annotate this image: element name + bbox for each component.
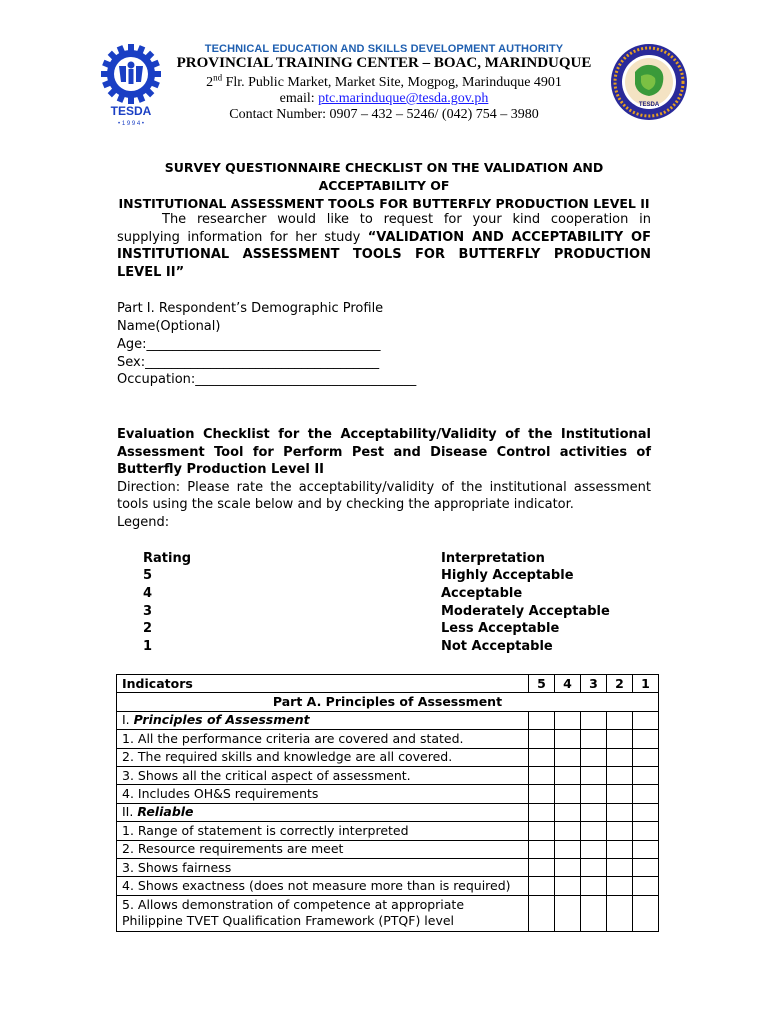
legend-interpretation: Moderately Acceptable	[441, 604, 610, 619]
rating-cell[interactable]	[555, 877, 581, 895]
rating-cell[interactable]	[607, 766, 633, 784]
indicator-text: 5. Allows demonstration of competence at appropriate Philippine TVET Qualification Framework (PTQF) level	[117, 895, 529, 931]
table-row	[117, 785, 659, 803]
rating-cell[interactable]	[633, 895, 659, 931]
legend-label: Legend:	[117, 515, 170, 530]
part-a-heading: Part A. Principles of Assessment	[117, 693, 659, 711]
email-line: email: ptc.marinduque@tesda.gov.ph	[279, 91, 489, 106]
svg-text:• 1 9 9 4 •: • 1 9 9 4 •	[118, 121, 144, 127]
rating-cell[interactable]	[607, 858, 633, 876]
legend-rating: 2	[143, 621, 153, 636]
scale-header: 1	[633, 675, 659, 693]
rating-cell[interactable]	[529, 748, 555, 766]
table-row	[117, 711, 659, 729]
scale-header: 3	[581, 675, 607, 693]
name-field: Name(Optional)	[117, 319, 221, 334]
evaluation-heading: Evaluation Checklist for the Acceptability/Validity of the Institutional Assessment Tool for Perform Pest and Disease Control activities of Butterfly Production Level II	[117, 427, 651, 478]
indicators-header: Indicators	[117, 675, 529, 693]
email-link[interactable]: ptc.marinduque@tesda.gov.ph	[318, 91, 489, 106]
occupation-field: Occupation:__________________________________	[117, 372, 417, 387]
rating-cell[interactable]	[633, 822, 659, 840]
rating-cell[interactable]	[555, 785, 581, 803]
rating-cell[interactable]	[529, 785, 555, 803]
rating-cell[interactable]	[581, 711, 607, 729]
rating-cell[interactable]	[555, 711, 581, 729]
rating-cell[interactable]	[529, 858, 555, 876]
table-row	[117, 822, 659, 840]
indicator-text: 1. Range of statement is correctly interpreted	[117, 822, 529, 840]
svg-text:TESDA: TESDA	[110, 104, 152, 118]
rating-cell[interactable]	[607, 877, 633, 895]
rating-cell[interactable]	[581, 858, 607, 876]
contact-number: Contact Number: 0907 – 432 – 5246/ (042) 754 – 3980	[229, 107, 539, 122]
profile-heading: Part I. Respondent’s Demographic Profile	[117, 301, 384, 316]
rating-cell[interactable]	[555, 803, 581, 821]
rating-cell[interactable]	[633, 748, 659, 766]
legend-rating: 1	[143, 639, 153, 654]
indicator-text: 4. Shows exactness (does not measure more than is required)	[117, 877, 529, 895]
rating-cell[interactable]	[633, 711, 659, 729]
indicator-text: 2. The required skills and knowledge are all covered.	[117, 748, 529, 766]
intro-paragraph: The researcher would like to request for your kind cooperation in supplying information for her study “VALIDATION AND ACCEPTABILITY OF INSTITUTIONAL ASSESSMENT TOOLS FOR BUTTERFLY PRODUCTION LEVEL II”	[117, 212, 651, 280]
table-row	[117, 693, 659, 711]
evaluation-section	[117, 426, 651, 514]
direction-text: Direction: Please rate the acceptability/validity of the institutional assessment tools using the scale below and by checking the appropriate indicator.	[117, 479, 651, 513]
rating-cell[interactable]	[633, 803, 659, 821]
rating-cell[interactable]	[633, 766, 659, 784]
rating-cell[interactable]	[581, 895, 607, 931]
sex-field: Sex:____________________________________	[117, 355, 380, 370]
ptc-seal-icon	[609, 42, 689, 122]
rating-cell[interactable]	[555, 895, 581, 931]
age-field: Age:____________________________________	[117, 337, 381, 352]
address: 2nd Flr. Public Market, Market Site, Mogpog, Marinduque 4901	[206, 72, 562, 90]
table-row	[117, 840, 659, 858]
rating-cell[interactable]	[555, 858, 581, 876]
rating-cell[interactable]	[529, 822, 555, 840]
legend-rating: 4	[143, 586, 153, 601]
section-heading: I. Principles of Assessment	[117, 711, 529, 729]
rating-cell[interactable]	[555, 840, 581, 858]
rating-cell[interactable]	[529, 895, 555, 931]
rating-cell[interactable]	[529, 730, 555, 748]
table-row	[117, 877, 659, 895]
rating-cell[interactable]	[529, 711, 555, 729]
rating-cell[interactable]	[633, 877, 659, 895]
rating-cell[interactable]	[607, 711, 633, 729]
table-header-row	[117, 675, 659, 693]
study-title: “VALIDATION AND ACCEPTABILITY OF INSTITUTIONAL ASSESSMENT TOOLS FOR BUTTERFLY PRODUCTION LEVEL II”	[117, 229, 651, 280]
rating-cell[interactable]	[633, 785, 659, 803]
rating-cell[interactable]	[555, 766, 581, 784]
rating-cell[interactable]	[529, 803, 555, 821]
table-row	[117, 748, 659, 766]
table-row	[117, 895, 659, 931]
rating-cell[interactable]	[581, 803, 607, 821]
rating-cell[interactable]	[581, 822, 607, 840]
scale-header: 2	[607, 675, 633, 693]
scale-header: 5	[529, 675, 555, 693]
legend-interpretation: Not Acceptable	[441, 639, 553, 654]
rating-cell[interactable]	[555, 730, 581, 748]
table-row	[117, 858, 659, 876]
rating-cell[interactable]	[581, 766, 607, 784]
scale-header: 4	[555, 675, 581, 693]
rating-cell[interactable]	[607, 785, 633, 803]
table-row	[117, 766, 659, 784]
rating-header: Rating	[143, 551, 192, 566]
legend-interpretation: Highly Acceptable	[441, 568, 574, 583]
rating-table	[116, 674, 659, 932]
rating-cell[interactable]	[529, 877, 555, 895]
rating-cell[interactable]	[607, 840, 633, 858]
agency-name: TECHNICAL EDUCATION AND SKILLS DEVELOPMENT AUTHORITY	[204, 43, 564, 55]
indicator-text: 4. Includes OH&S requirements	[117, 785, 529, 803]
legend-rating: 5	[143, 568, 153, 583]
table-row	[117, 803, 659, 821]
rating-cell[interactable]	[529, 766, 555, 784]
document-title: SURVEY QUESTIONNAIRE CHECKLIST ON THE VALIDATION AND ACCEPTABILITY OF INSTITUTIONAL ASSESSMENT TOOLS FOR BUTTERFLY PRODUCTION LEVEL II	[118, 160, 650, 211]
center-name: PROVINCIAL TRAINING CENTER – BOAC, MARINDUQUE	[176, 55, 592, 71]
svg-text:TESDA: TESDA	[638, 102, 660, 108]
indicator-text: 3. Shows fairness	[117, 858, 529, 876]
rating-cell[interactable]	[581, 785, 607, 803]
interpretation-header: Interpretation	[441, 551, 545, 566]
indicator-text: 2. Resource requirements are meet	[117, 840, 529, 858]
rating-cell[interactable]	[581, 748, 607, 766]
indicator-text: 3. Shows all the critical aspect of assessment.	[117, 766, 529, 784]
rating-cell[interactable]	[633, 858, 659, 876]
legend-interpretation: Acceptable	[441, 586, 523, 601]
legend-rating: 3	[143, 604, 153, 619]
rating-cell[interactable]	[529, 840, 555, 858]
rating-cell[interactable]	[581, 730, 607, 748]
section-heading: II. Reliable	[117, 803, 529, 821]
rating-cell[interactable]	[581, 877, 607, 895]
rating-cell[interactable]	[633, 840, 659, 858]
rating-cell[interactable]	[581, 840, 607, 858]
table-row	[117, 730, 659, 748]
rating-cell[interactable]	[555, 822, 581, 840]
rating-cell[interactable]	[607, 748, 633, 766]
rating-cell[interactable]	[607, 803, 633, 821]
rating-cell[interactable]	[633, 730, 659, 748]
legend-interpretation: Less Acceptable	[441, 621, 560, 636]
rating-cell[interactable]	[607, 895, 633, 931]
rating-cell[interactable]	[607, 730, 633, 748]
indicator-text: 1. All the performance criteria are covered and stated.	[117, 730, 529, 748]
rating-cell[interactable]	[555, 748, 581, 766]
rating-cell[interactable]	[607, 822, 633, 840]
